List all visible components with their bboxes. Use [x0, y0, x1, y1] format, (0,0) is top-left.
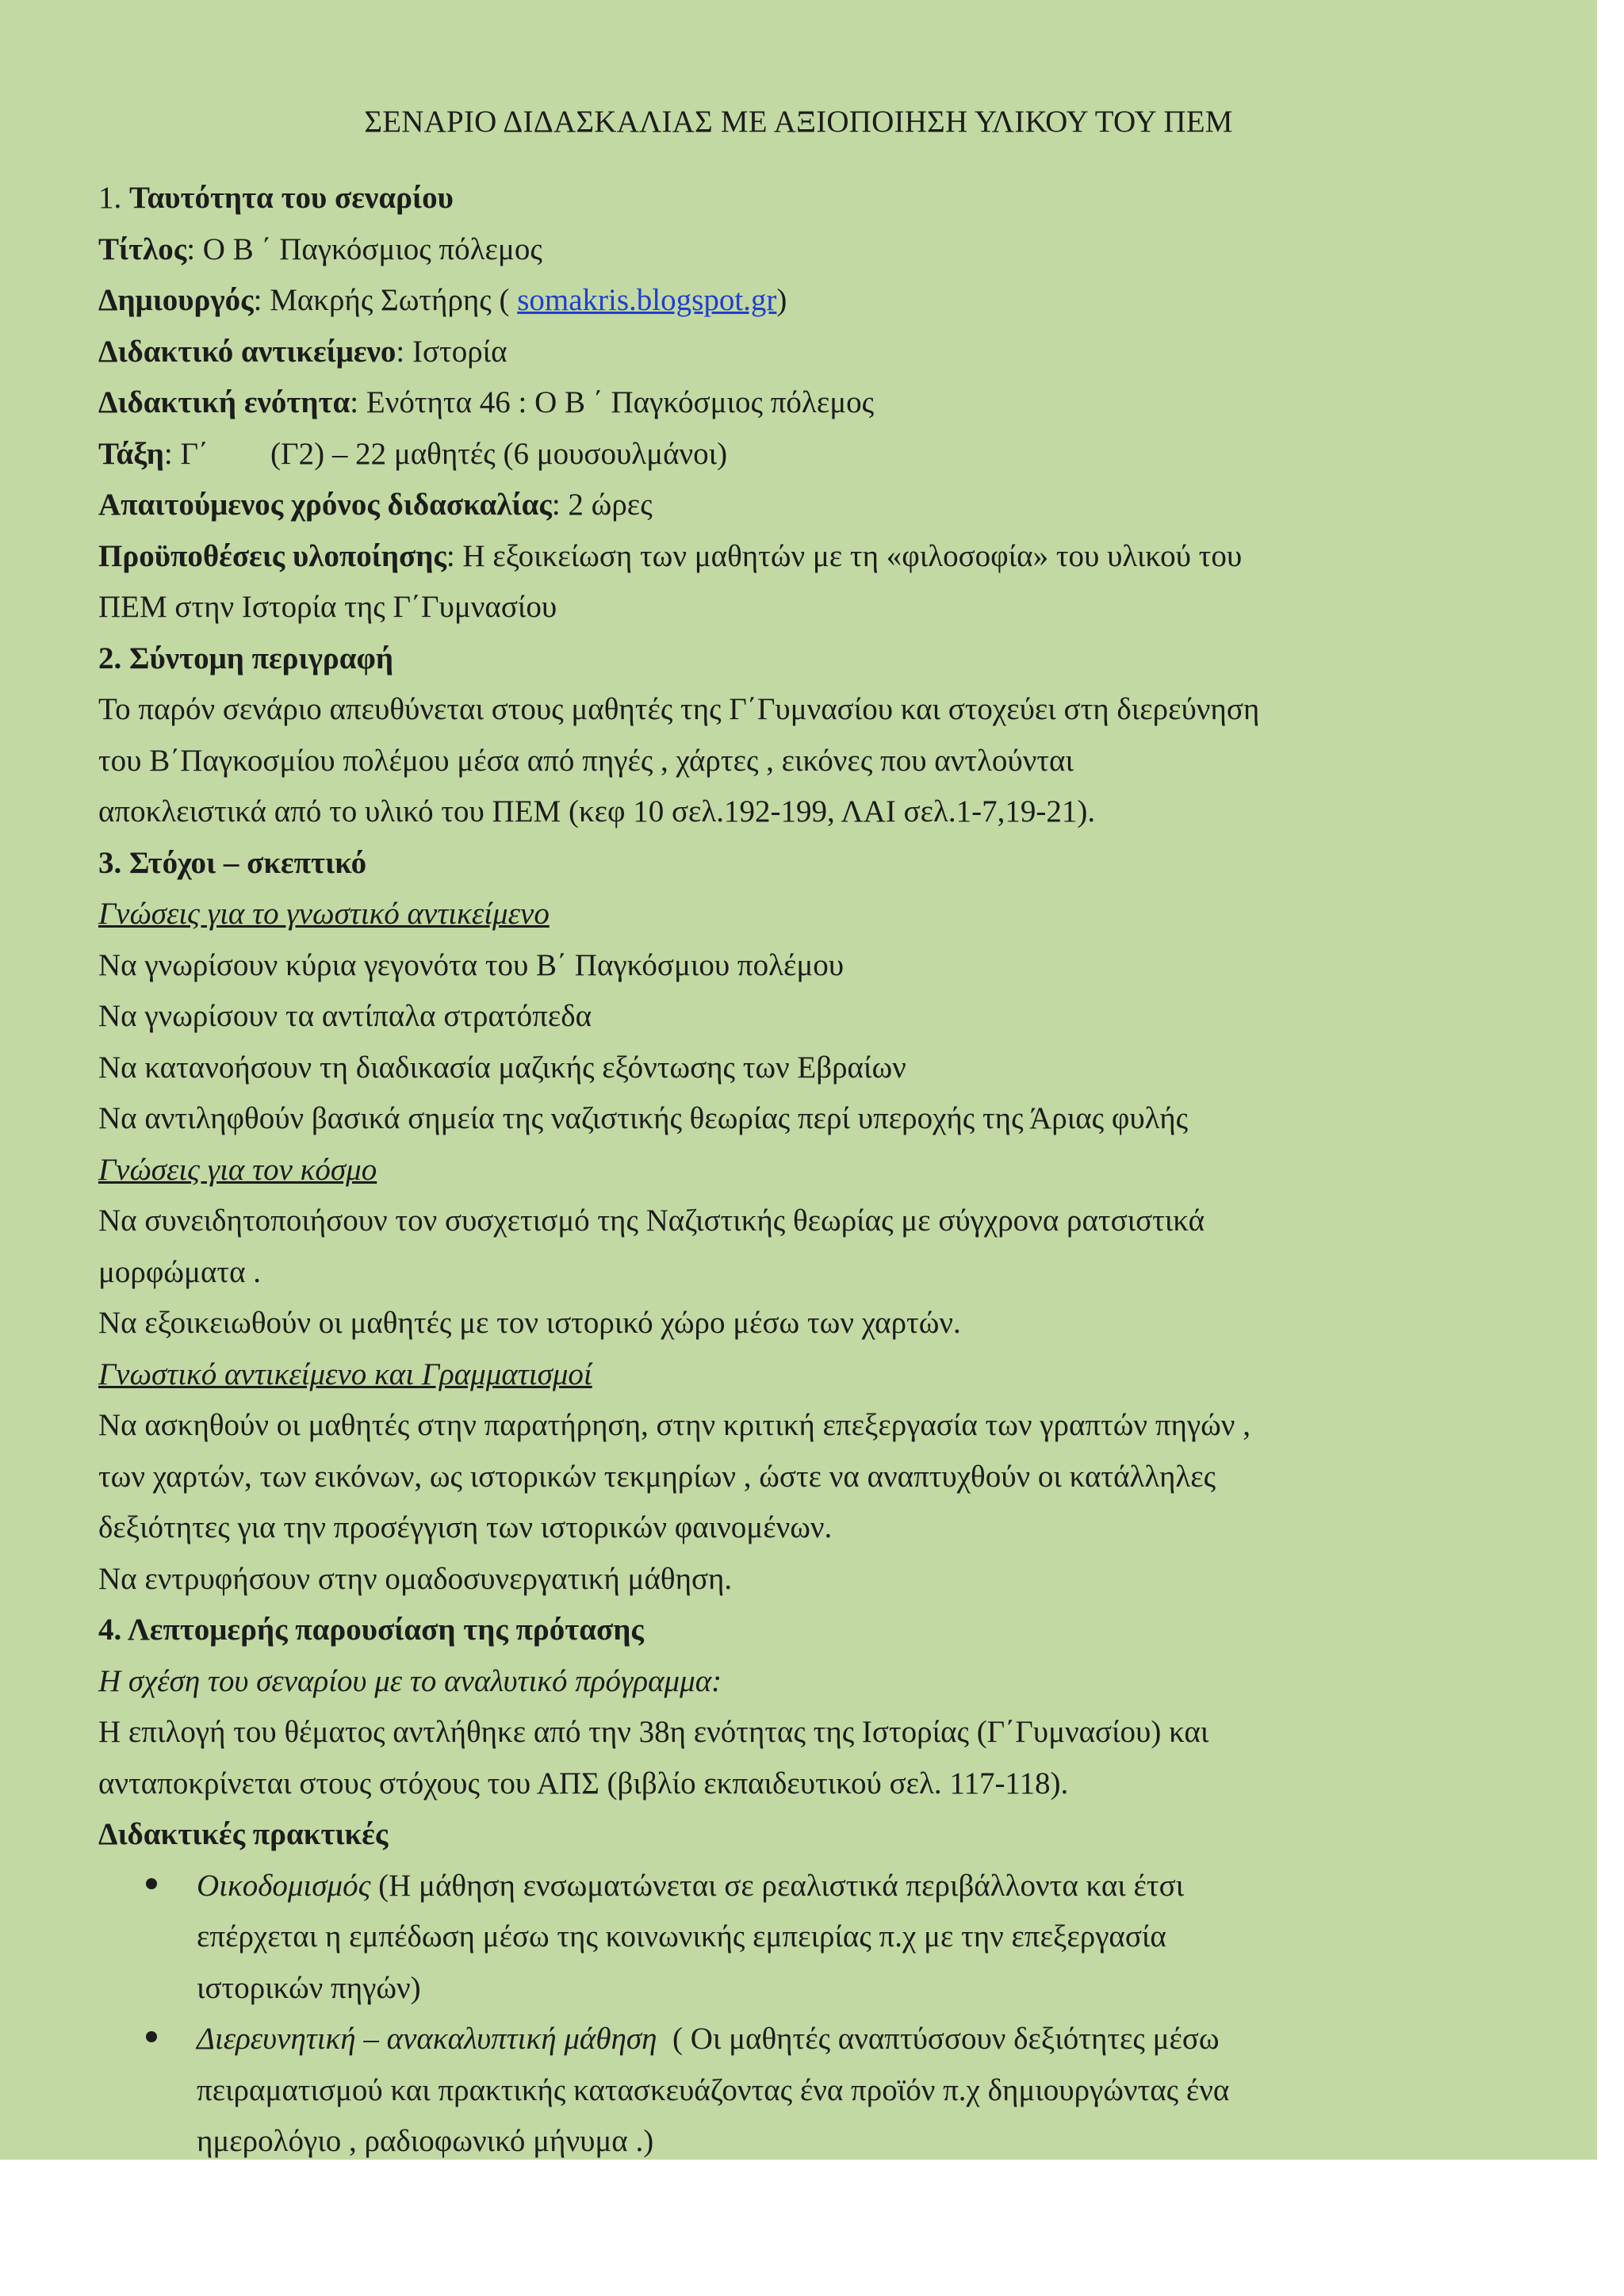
practices-heading: Διδακτικές πρακτικές [98, 1817, 389, 1851]
goal-item: των χαρτών, των εικόνων, ως ιστορικών τεκμηρίων , ώστε να αναπτυχθούν οι κατάλληλες [98, 1459, 1216, 1494]
class-label: Τάξη [98, 436, 164, 471]
bullet-dot-icon [146, 2031, 157, 2042]
section4-heading: 4. Λεπτομερής παρουσίαση της πρότασης [98, 1613, 644, 1647]
time-label: Απαιτούμενος χρόνος διδασκαλίας [98, 488, 552, 522]
goal-item: Να εντρυφήσουν στην ομαδοσυνεργατική μάθηση. [98, 1561, 733, 1596]
prereq-row-cont: ΠΕΜ στην Ιστορία της Γ΄Γυμνασίου [98, 590, 557, 624]
practice-cont: ημερολόγιο , ραδιοφωνικό μήνυμα .) [197, 2124, 654, 2158]
practice-term: Διερευνητική – ανακαλυπτική μάθηση [197, 2022, 657, 2056]
time-row [98, 480, 1557, 531]
prereq-label: Προϋποθέσεις υλοποίησης [98, 538, 446, 573]
title-label: Τίτλος [98, 232, 187, 266]
practice-text: (Η μάθηση ενσωματώνεται σε ρεαλιστικά περιβάλλοντα και έτσι [370, 1868, 1185, 1903]
practice-cont: ιστορικών πηγών) [197, 1970, 421, 2005]
practice-text: ( Οι μαθητές αναπτύσσουν δεξιότητες μέσω [657, 2022, 1220, 2056]
curriculum-line: ανταποκρίνεται στους στόχους του ΑΠΣ (βιβλίο εκπαιδευτικού σελ. 117-118). [98, 1766, 1069, 1800]
section1-heading-text: Ταυτότητα του σεναρίου [129, 181, 454, 215]
creator-close: ) [776, 283, 787, 317]
curriculum-line: Η επιλογή του θέματος αντλήθηκε από την 38η ενότητας της Ιστορίας (Γ΄Γυμνασίου) και [98, 1715, 1209, 1749]
goal-item: Να ασκηθούν οι μαθητές στην παρατήρηση, στην κριτική επεξεργασία των γραπτών πηγών , [98, 1408, 1251, 1442]
goal-item: μορφώματα . [98, 1254, 261, 1289]
practice-bullet [98, 1861, 1557, 1912]
section3-subheading-world: Γνώσεις για τον κόσμο [98, 1152, 377, 1187]
bullet-dot-icon [146, 1878, 157, 1889]
goal-item: Να κατανοήσουν τη διαδικασία μαζικής εξόντωσης των Εβραίων [98, 1050, 906, 1085]
subject-label: Διδακτικό αντικείμενο [98, 334, 396, 369]
section2-heading: 2. Σύντομη περιγραφή [98, 641, 394, 675]
class-value: : Γ΄ (Γ2) – 22 μαθητές (6 μουσουλμάνοι) [163, 436, 728, 471]
subject-value: : Ιστορία [396, 334, 508, 369]
practice-cont: πειραματισμού και πρακτικής κατασκευάζοντας ένα προϊόν π.χ δημιουργώντας ένα [197, 2072, 1230, 2107]
practice-bullet [98, 2014, 1557, 2065]
prereq-row [98, 531, 1557, 583]
title-value: : Ο Β ΄ Παγκόσμιος πόλεμος [186, 232, 542, 266]
goal-item: Να αντιληφθούν βασικά σημεία της ναζιστικής θεωρίας περί υπεροχής της Άριας φυλής [98, 1101, 1189, 1135]
unit-label: Διδακτική ενότητα [98, 385, 350, 419]
section1-number: 1. [98, 181, 122, 215]
time-value: : 2 ώρες [551, 488, 653, 522]
title-row [98, 224, 1557, 276]
section1-heading [98, 173, 1557, 224]
creator-row [98, 275, 1557, 327]
section3-heading: 3. Στόχοι – σκεπτικό [98, 845, 367, 880]
goal-item: δεξιότητες για την προσέγγιση των ιστορικών φαινομένων. [98, 1510, 833, 1544]
goal-item: Να εξοικειωθούν οι μαθητές με τον ιστορικό χώρο μέσω των χαρτών. [98, 1306, 961, 1340]
subject-row [98, 327, 1557, 378]
goal-item: Να γνωρίσουν κύρια γεγονότα του Β΄ Παγκόσμιου πολέμου [98, 947, 845, 982]
prereq-value: : Η εξοικείωση των μαθητών με τη «φιλοσοφία» του υλικού του [446, 538, 1243, 573]
section2-line: Το παρόν σενάριο απευθύνεται στους μαθητές της Γ΄Γυμνασίου και στοχεύει στη διερεύνηση [98, 692, 1260, 726]
goal-item: Να συνειδητοποιήσουν τον συσχετισμό της Ναζιστικής θεωρίας με σύγχρονα ρατσιστικά [98, 1203, 1205, 1238]
creator-value: : Μακρής Σωτήρης ( [253, 283, 518, 317]
goal-item: Να γνωρίσουν τα αντίπαλα στρατόπεδα [98, 999, 592, 1033]
class-row [98, 429, 1557, 480]
unit-row [98, 377, 1557, 429]
section3-subheading-subject: Γνώσεις για το γνωστικό αντικείμενο [98, 897, 550, 931]
practice-cont: επέρχεται η εμπέδωση μέσω της κοινωνικής εμπειρίας π.χ με την επεξεργασία [197, 1919, 1166, 1954]
section2-line: του Β΄Παγκοσμίου πολέμου μέσα από πηγές , χάρτες , εικόνες που αντλούνται [98, 743, 1074, 778]
section4-subheading-curriculum: Η σχέση του σεναρίου με το αναλυτικό πρόγραμμα: [98, 1663, 722, 1698]
creator-blog-link[interactable]: somakris.blogspot.gr [517, 283, 777, 317]
document-body [98, 173, 1557, 2168]
section3-subheading-literacies: Γνωστικό αντικείμενο και Γραμματισμοί [98, 1357, 592, 1391]
creator-label: Δημιουργός [98, 283, 254, 317]
document-title: ΣΕΝΑΡΙΟ ΔΙΔΑΣΚΑΛΙΑΣ ΜΕ ΑΞΙΟΠΟΙΗΣΗ ΥΛΙΚΟΥ ΤΟΥ ΠΕΜ [364, 105, 1233, 139]
unit-value: : Ενότητα 46 : Ο Β ΄ Παγκόσμιος πόλεμος [350, 385, 875, 419]
section2-line: αποκλειστικά από το υλικό του ΠΕΜ (κεφ 10 σελ.192-199, ΛΑΙ σελ.1-7,19-21). [98, 794, 1096, 828]
practice-term: Οικοδομισμός [197, 1868, 371, 1903]
